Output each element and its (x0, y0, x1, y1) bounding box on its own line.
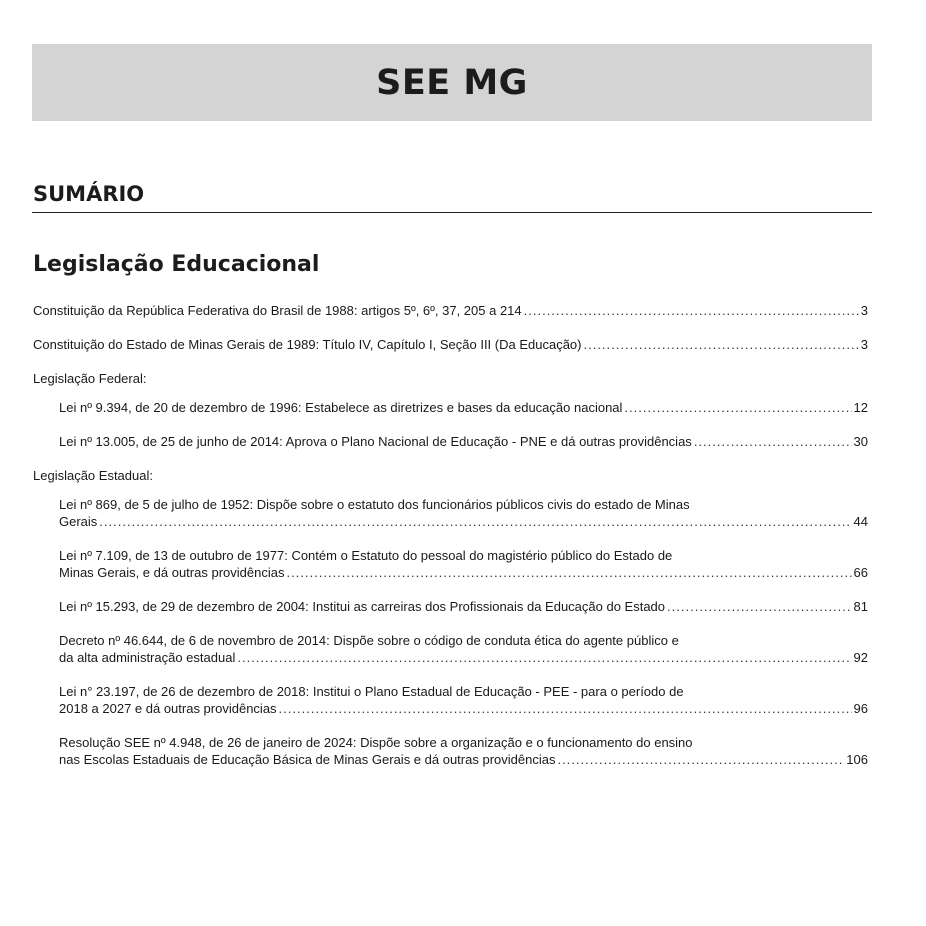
toc-leader-dots (667, 598, 852, 615)
toc-leader-dots (286, 564, 851, 581)
toc-entry[interactable] (33, 302, 868, 319)
toc-leader-dots (557, 751, 844, 768)
toc-entry-title-line2: Minas Gerais, e dá outras providências (59, 565, 285, 580)
toc-leader-dots (694, 433, 852, 450)
toc-entry-title-line2: 2018 a 2027 e dá outras providências (59, 701, 277, 716)
toc-entry[interactable] (33, 547, 868, 581)
toc-entry-title-line1: Resolução SEE nº 4.948, de 26 de janeiro de 2024: Dispõe sobre a organização e o funcionamento do ensino (59, 735, 693, 750)
toc-entry[interactable] (33, 683, 868, 717)
toc-entry-title-line2: nas Escolas Estaduais de Educação Básica de Minas Gerais e dá outras providências (59, 752, 556, 767)
toc-entry-title: Lei nº 9.394, de 20 de dezembro de 1996: Estabelece as diretrizes e bases da educação nacional (59, 400, 623, 415)
toc-leader-dots (279, 700, 852, 717)
toc-group-label: Legislação Estadual: (33, 468, 153, 483)
banner-title: SEE MG (376, 62, 528, 103)
toc-entry-title: Constituição do Estado de Minas Gerais de 1989: Título IV, Capítulo I, Seção III (Da Educação) (33, 337, 582, 352)
toc-entry-title-line2: Gerais (59, 514, 98, 529)
toc-entry[interactable] (33, 399, 868, 416)
toc-entry-page: 106 (846, 752, 868, 767)
toc-entry-page: 3 (860, 337, 868, 352)
toc-leader-dots (524, 302, 859, 319)
toc-entry[interactable] (33, 336, 868, 353)
toc-entry-title-line1: Lei nº 869, de 5 de julho de 1952: Dispõe sobre o estatuto dos funcionários públicos civis do estado de Minas (59, 497, 690, 512)
toc-entry-title: Constituição da República Federativa do Brasil de 1988: artigos 5º, 6º, 37, 205 a 214 (33, 303, 522, 318)
toc-entry-page: 96 (853, 701, 868, 716)
table-of-contents (33, 302, 868, 785)
toc-entry-title-line1: Lei n° 23.197, de 26 de dezembro de 2018: Institui o Plano Estadual de Educação - PEE - para o período de (59, 684, 684, 699)
summary-heading: SUMÁRIO (33, 182, 145, 206)
toc-leader-dots (624, 399, 851, 416)
toc-entry[interactable] (33, 632, 868, 666)
toc-entry-page: 92 (853, 650, 868, 665)
toc-leader-dots (583, 336, 858, 353)
toc-entry-page: 3 (860, 303, 868, 318)
toc-leader-dots (237, 649, 851, 666)
toc-entry-title-line1: Lei nº 7.109, de 13 de outubro de 1977: Contém o Estatuto do pessoal do magistério público do Estado de (59, 548, 673, 563)
toc-entry-title-line1: Decreto nº 46.644, de 6 de novembro de 2014: Dispõe sobre o código de conduta ética do agente público e (59, 633, 679, 648)
section-heading: Legislação Educacional (33, 252, 320, 277)
toc-entry-page: 44 (853, 514, 868, 529)
toc-entry-title: Lei nº 13.005, de 25 de junho de 2014: Aprova o Plano Nacional de Educação - PNE e dá outras providências (59, 434, 692, 449)
toc-entry-page: 66 (853, 565, 868, 580)
toc-entry[interactable] (33, 496, 868, 530)
summary-divider (32, 212, 872, 213)
toc-entry-page: 12 (853, 400, 868, 415)
toc-entry[interactable] (33, 734, 868, 768)
toc-entry-page: 81 (853, 599, 868, 614)
toc-leader-dots (99, 513, 851, 530)
toc-group-label: Legislação Federal: (33, 371, 147, 386)
toc-entry-title-line2: da alta administração estadual (59, 650, 236, 665)
toc-entry-title: Lei nº 15.293, de 29 de dezembro de 2004: Institui as carreiras dos Profissionais da Educação do Estado (59, 599, 666, 614)
toc-entry[interactable] (33, 598, 868, 615)
header-banner (32, 44, 872, 121)
toc-entry-page: 30 (853, 434, 868, 449)
toc-entry[interactable] (33, 433, 868, 450)
